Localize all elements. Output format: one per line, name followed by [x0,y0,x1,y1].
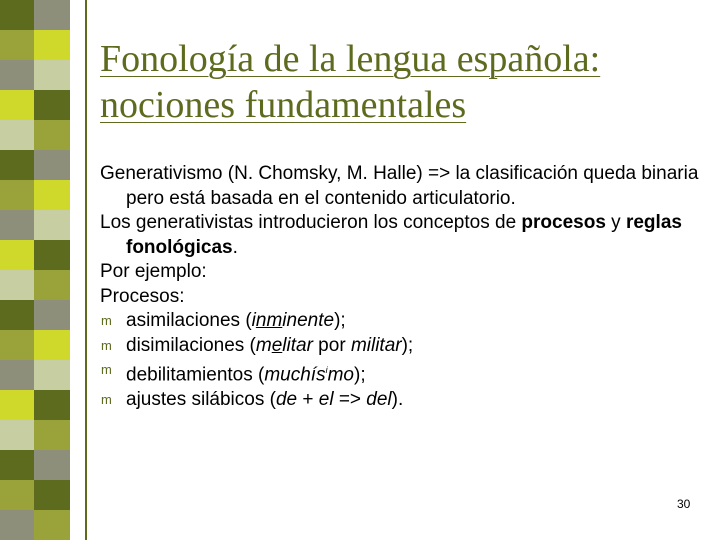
text: y [605,212,626,233]
stripe-band [0,120,34,150]
stripe-square [34,240,70,270]
paragraph-generativismo: Generativismo (N. Chomsky, M. Halle) => la clasificación queda binaria pero está basada en el contenido articulatorio. [100,163,699,209]
stripe-band [0,360,34,390]
stripe-square [34,180,70,210]
stripe-square [34,0,70,30]
example-text: del [366,388,392,410]
stripe-band [0,300,34,330]
bullet-icon: m [101,337,112,353]
title-line-2: nociones fundamentales [100,84,467,126]
text: ); [401,334,414,356]
example-text: muchís [264,364,326,386]
stripe-square [34,450,70,480]
text: + [297,388,319,410]
stripe-band [0,0,34,30]
bullet-icon: m [101,362,112,377]
paragraph-generativistas [100,211,700,260]
stripe-band [0,90,34,120]
stripe-square [34,120,70,150]
stripe-square [34,390,70,420]
stripe-band [0,450,34,480]
stripe-square [34,270,70,300]
stripe-square [34,330,70,360]
example-text: mo [327,364,354,386]
text: asimilaciones ( [126,310,252,331]
text: por [312,334,351,356]
paragraph-por-ejemplo: Por ejemplo: [100,261,207,282]
stripe-band [0,30,34,60]
text: ); [354,364,366,386]
stripe-band [0,150,34,180]
text: . [232,236,238,258]
bullet-icon: m [101,313,112,328]
text: Los generativistas introducieron los conceptos de [100,212,522,233]
stripe-square [34,420,70,450]
list-item-disimilaciones [100,334,700,359]
text: ); [334,310,346,331]
list-item-asimilaciones [100,309,700,334]
stripe-band [0,390,34,420]
stripe-band [0,270,34,300]
text: debilitamientos ( [126,364,265,386]
stripe-band [0,240,34,270]
example-text: el [318,388,334,410]
example-text: m [255,334,272,356]
example-text: inente [282,310,335,331]
example-underlined: nm [255,310,283,331]
stripe-square [34,480,70,510]
text: ). [391,388,404,410]
text: ajustes silábicos ( [126,388,276,410]
page-number: 30 [677,497,691,511]
stripe-band [0,180,34,210]
stripe-square [34,210,70,240]
stripe-square [34,60,70,90]
stripe-band [0,60,34,90]
vertical-rule [85,0,87,540]
stripe-square [34,360,70,390]
list-item-ajustes-silabicos [100,388,700,413]
bold-reglas-fonologicas: reglas fonológicas [126,212,682,258]
stripe-square [34,510,70,540]
stripe-band [0,330,34,360]
stripe-band [0,420,34,450]
example-underlined: e [271,334,283,356]
list-item-debilitamientos [100,358,700,388]
slide-title [100,36,700,128]
stripe-square [34,30,70,60]
example-text: i [251,310,256,331]
example-text: militar [350,334,402,356]
stripe-square [34,150,70,180]
example-text: litar [282,334,313,356]
stripe-band [0,480,34,510]
slide-body [100,162,700,412]
example-text: de [275,388,298,410]
stripe-square [34,300,70,330]
stripe-square [34,90,70,120]
bold-procesos: procesos [521,212,606,233]
stripe-band [0,510,34,540]
stripe-band [0,210,34,240]
title-line-1: Fonología de la lengua española: [100,38,601,80]
text: => [333,388,367,410]
paragraph-procesos: Procesos: [100,285,185,307]
text: disimilaciones ( [126,334,256,356]
bullet-icon: m [101,391,112,407]
example-superscript: i [325,365,328,375]
